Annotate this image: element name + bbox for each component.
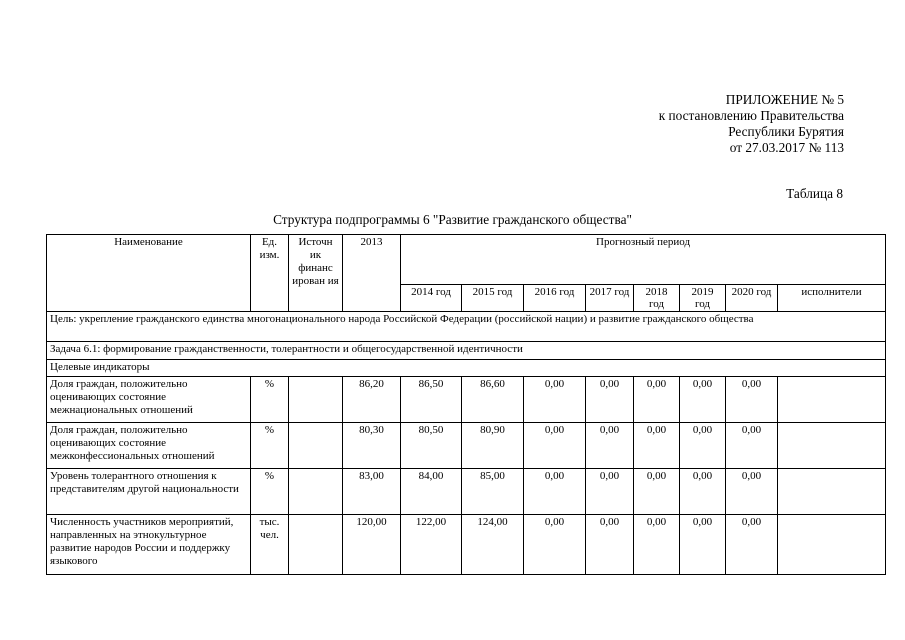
col-header-2016: 2016 год (524, 285, 586, 312)
col-header-2013: 2013 (343, 235, 401, 312)
indicator-source (289, 515, 343, 575)
value-2013: 86,20 (343, 377, 401, 423)
indicator-source (289, 469, 343, 515)
indicator-name: Доля граждан, положительно оценивающих состояние межконфессиональных отношений (47, 423, 251, 469)
subprogram-table (46, 234, 886, 575)
col-header-2015: 2015 год (462, 285, 524, 312)
table-row (47, 515, 886, 575)
executors-cell (778, 423, 886, 469)
value-2017: 0,00 (586, 515, 634, 575)
value-2016: 0,00 (524, 377, 586, 423)
indicator-unit: тыс. чел. (251, 515, 289, 575)
col-header-2018: 2018 год (634, 285, 680, 312)
value-2017: 0,00 (586, 469, 634, 515)
col-header-2019: 2019 год (680, 285, 726, 312)
indicator-name: Численность участников мероприятий, направленных на этнокультурное развитие народов России и поддержку языкового (47, 515, 251, 575)
value-2020: 0,00 (726, 469, 778, 515)
table-row (47, 423, 886, 469)
value-2020: 0,00 (726, 423, 778, 469)
value-2014: 84,00 (401, 469, 462, 515)
table-row (47, 469, 886, 515)
appendix-date-line: от 27.03.2017 № 113 (729, 140, 844, 155)
value-2015: 124,00 (462, 515, 524, 575)
value-2013: 120,00 (343, 515, 401, 575)
col-header-unit: Ед. изм. (251, 235, 289, 312)
table-row (47, 377, 886, 423)
value-2017: 0,00 (586, 377, 634, 423)
value-2013: 80,30 (343, 423, 401, 469)
value-2020: 0,00 (726, 377, 778, 423)
col-header-2017: 2017 год (586, 285, 634, 312)
appendix-decree-line: к постановлению Правительства (658, 108, 844, 123)
value-2016: 0,00 (524, 469, 586, 515)
indicator-unit: % (251, 469, 289, 515)
executors-cell (778, 469, 886, 515)
col-header-name: Наименование (47, 235, 251, 312)
value-2019: 0,00 (680, 423, 726, 469)
value-2018: 0,00 (634, 377, 680, 423)
executors-cell (778, 377, 886, 423)
indicator-source (289, 423, 343, 469)
value-2018: 0,00 (634, 515, 680, 575)
col-header-executors: исполнители (778, 285, 886, 312)
value-2015: 85,00 (462, 469, 524, 515)
goal-row: Цель: укрепление гражданского единства многонационального народа Российской Федерации (российской нации) и развитие гражданского общества (47, 312, 886, 342)
task-row: Задача 6.1: формирование гражданственности, толерантности и общегосударственной идентичности (47, 342, 886, 360)
value-2019: 0,00 (680, 469, 726, 515)
table-number: Таблица 8 (786, 186, 843, 201)
value-2015: 86,60 (462, 377, 524, 423)
value-2014: 122,00 (401, 515, 462, 575)
indicators-row: Целевые индикаторы (47, 360, 886, 377)
indicator-name: Уровень толерантного отношения к представителям другой национальности (47, 469, 251, 515)
col-header-2014: 2014 год (401, 285, 462, 312)
appendix-title: ПРИЛОЖЕНИЕ № 5 (725, 92, 844, 107)
appendix-header (659, 92, 844, 156)
value-2018: 0,00 (634, 423, 680, 469)
appendix-republic-line: Республики Бурятия (728, 124, 844, 139)
table-title: Структура подпрограммы 6 "Развитие гражданского общества" (273, 212, 632, 227)
indicator-name: Доля граждан, положительно оценивающих состояние межнациональных отношений (47, 377, 251, 423)
value-2015: 80,90 (462, 423, 524, 469)
value-2019: 0,00 (680, 515, 726, 575)
value-2019: 0,00 (680, 377, 726, 423)
executors-cell (778, 515, 886, 575)
col-header-forecast: Прогнозный период (401, 235, 886, 285)
value-2013: 83,00 (343, 469, 401, 515)
value-2018: 0,00 (634, 469, 680, 515)
value-2017: 0,00 (586, 423, 634, 469)
value-2016: 0,00 (524, 423, 586, 469)
value-2014: 80,50 (401, 423, 462, 469)
value-2020: 0,00 (726, 515, 778, 575)
indicator-source (289, 377, 343, 423)
col-header-2020: 2020 год (726, 285, 778, 312)
indicator-unit: % (251, 377, 289, 423)
value-2016: 0,00 (524, 515, 586, 575)
indicator-unit: % (251, 423, 289, 469)
value-2014: 86,50 (401, 377, 462, 423)
col-header-source: Источн ик финанс ирован ия (289, 235, 343, 312)
